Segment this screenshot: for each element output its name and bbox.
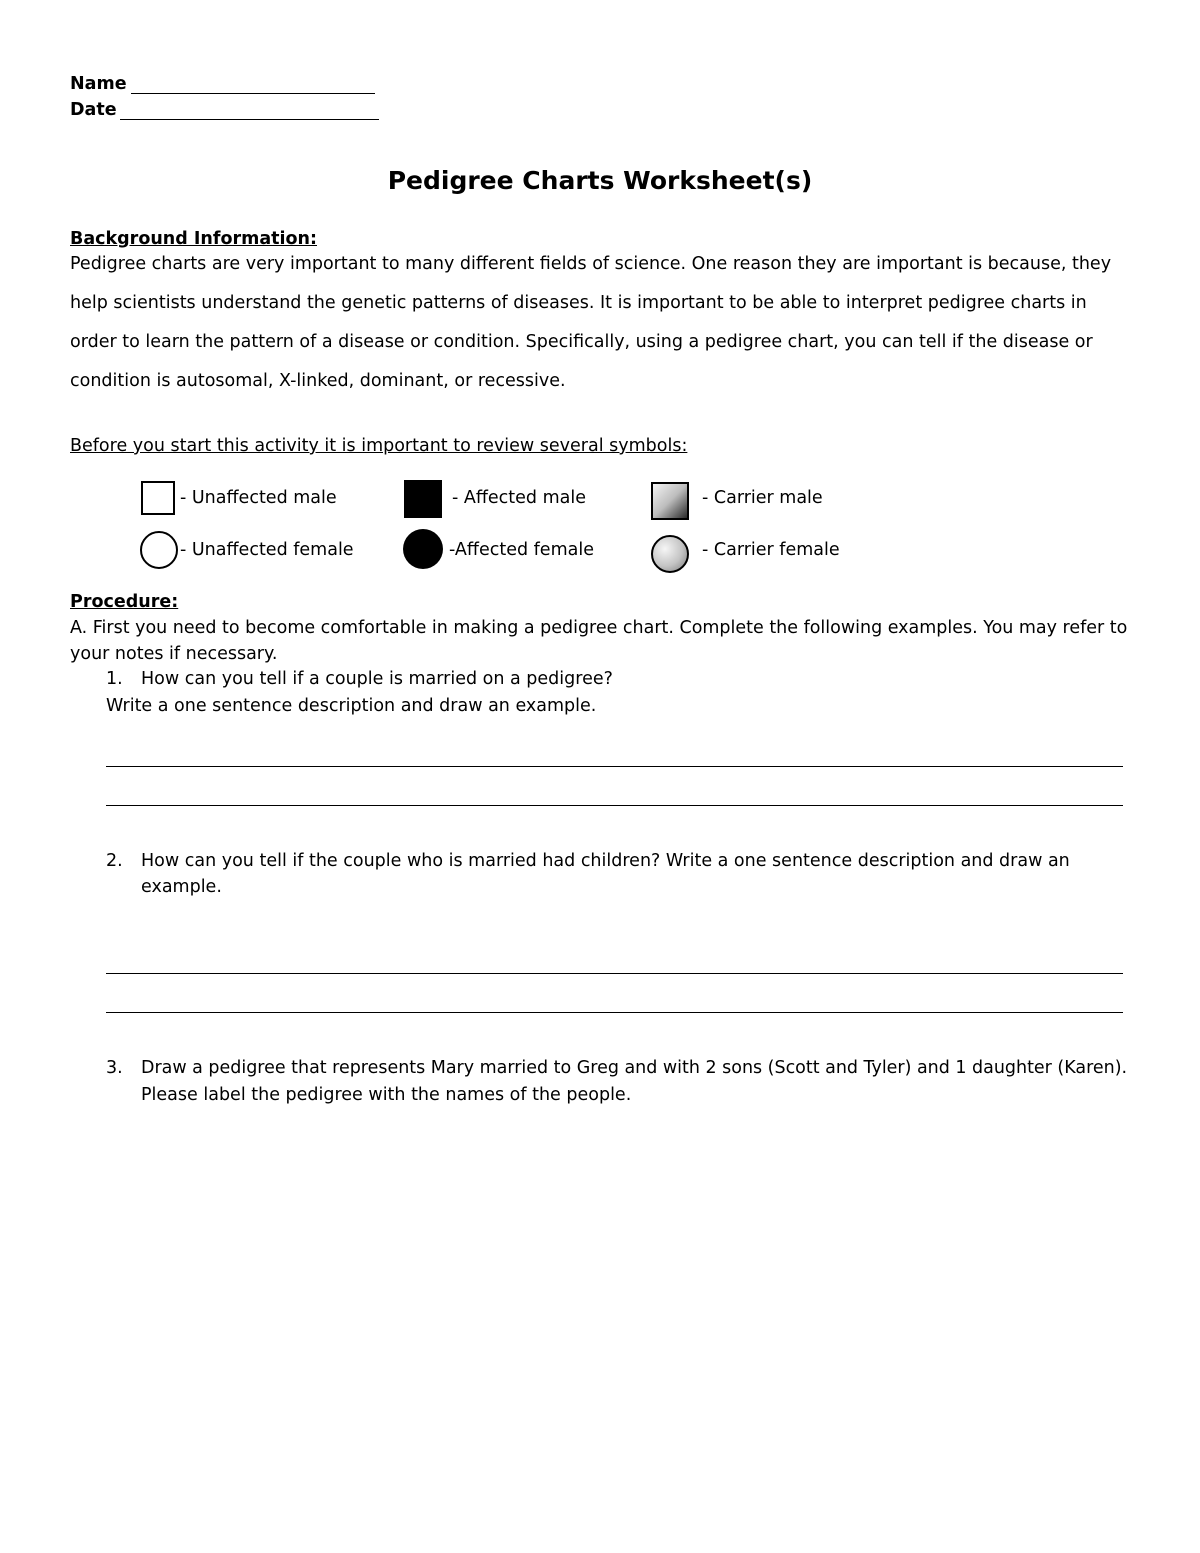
question-1-instruction: Write a one sentence description and draw an example. — [106, 696, 597, 716]
date-field[interactable] — [120, 119, 379, 120]
question-2-text-cont: example. — [141, 877, 222, 897]
unaffected-male-icon — [141, 481, 175, 515]
affected-male-label: - Affected male — [452, 488, 586, 508]
background-heading: Background Information: — [70, 229, 317, 249]
symbols-intro: Before you start this activity it is important to review several symbols: — [70, 436, 688, 456]
question-3-drawing-area[interactable] — [106, 1130, 1123, 1510]
page-title: Pedigree Charts Worksheet(s) — [387, 166, 813, 195]
carrier-female-label: - Carrier female — [702, 540, 840, 560]
question-1-text: How can you tell if a couple is married on a pedigree? — [141, 669, 613, 689]
background-line-2: help scientists understand the genetic patterns of diseases. It is important to be able to interpret pedigree charts in — [70, 293, 1087, 313]
affected-female-label: -Affected female — [449, 540, 594, 560]
question-2-number: 2. — [106, 851, 123, 871]
question-2-text: How can you tell if the couple who is married had children? Write a one sentence description and draw an — [141, 851, 1070, 871]
name-label: Name — [70, 74, 127, 94]
background-line-1: Pedigree charts are very important to many different fields of science. One reason they are important is because, they — [70, 254, 1112, 274]
question-3-number: 3. — [106, 1058, 123, 1078]
background-line-4: condition is autosomal, X-linked, dominant, or recessive. — [70, 371, 566, 391]
affected-female-icon — [403, 529, 443, 569]
unaffected-female-icon — [140, 531, 178, 569]
date-label: Date — [70, 100, 117, 120]
question-1-number: 1. — [106, 669, 123, 689]
question-2-answer-line-2[interactable] — [106, 1012, 1123, 1013]
carrier-male-label: - Carrier male — [702, 488, 823, 508]
question-2-answer-line-1[interactable] — [106, 973, 1123, 974]
question-1-answer-line-2[interactable] — [106, 805, 1123, 806]
carrier-male-icon — [651, 482, 689, 520]
question-3-text-cont: Please label the pedigree with the names of the people. — [141, 1085, 632, 1105]
procedure-intro-line-1: A. First you need to become comfortable in making a pedigree chart. Complete the following examples. You may refer to — [70, 618, 1128, 638]
background-line-3: order to learn the pattern of a disease or condition. Specifically, using a pedigree chart, you can tell if the disease or — [70, 332, 1093, 352]
question-1-answer-line-1[interactable] — [106, 766, 1123, 767]
question-3-text: Draw a pedigree that represents Mary married to Greg and with 2 sons (Scott and Tyler) and 1 daughter (Karen). — [141, 1058, 1128, 1078]
carrier-female-icon — [651, 535, 689, 573]
procedure-heading: Procedure: — [70, 592, 179, 612]
unaffected-female-label: - Unaffected female — [180, 540, 354, 560]
name-field[interactable] — [131, 93, 375, 94]
procedure-intro-line-2: your notes if necessary. — [70, 644, 278, 664]
unaffected-male-label: - Unaffected male — [180, 488, 337, 508]
affected-male-icon — [404, 480, 442, 518]
